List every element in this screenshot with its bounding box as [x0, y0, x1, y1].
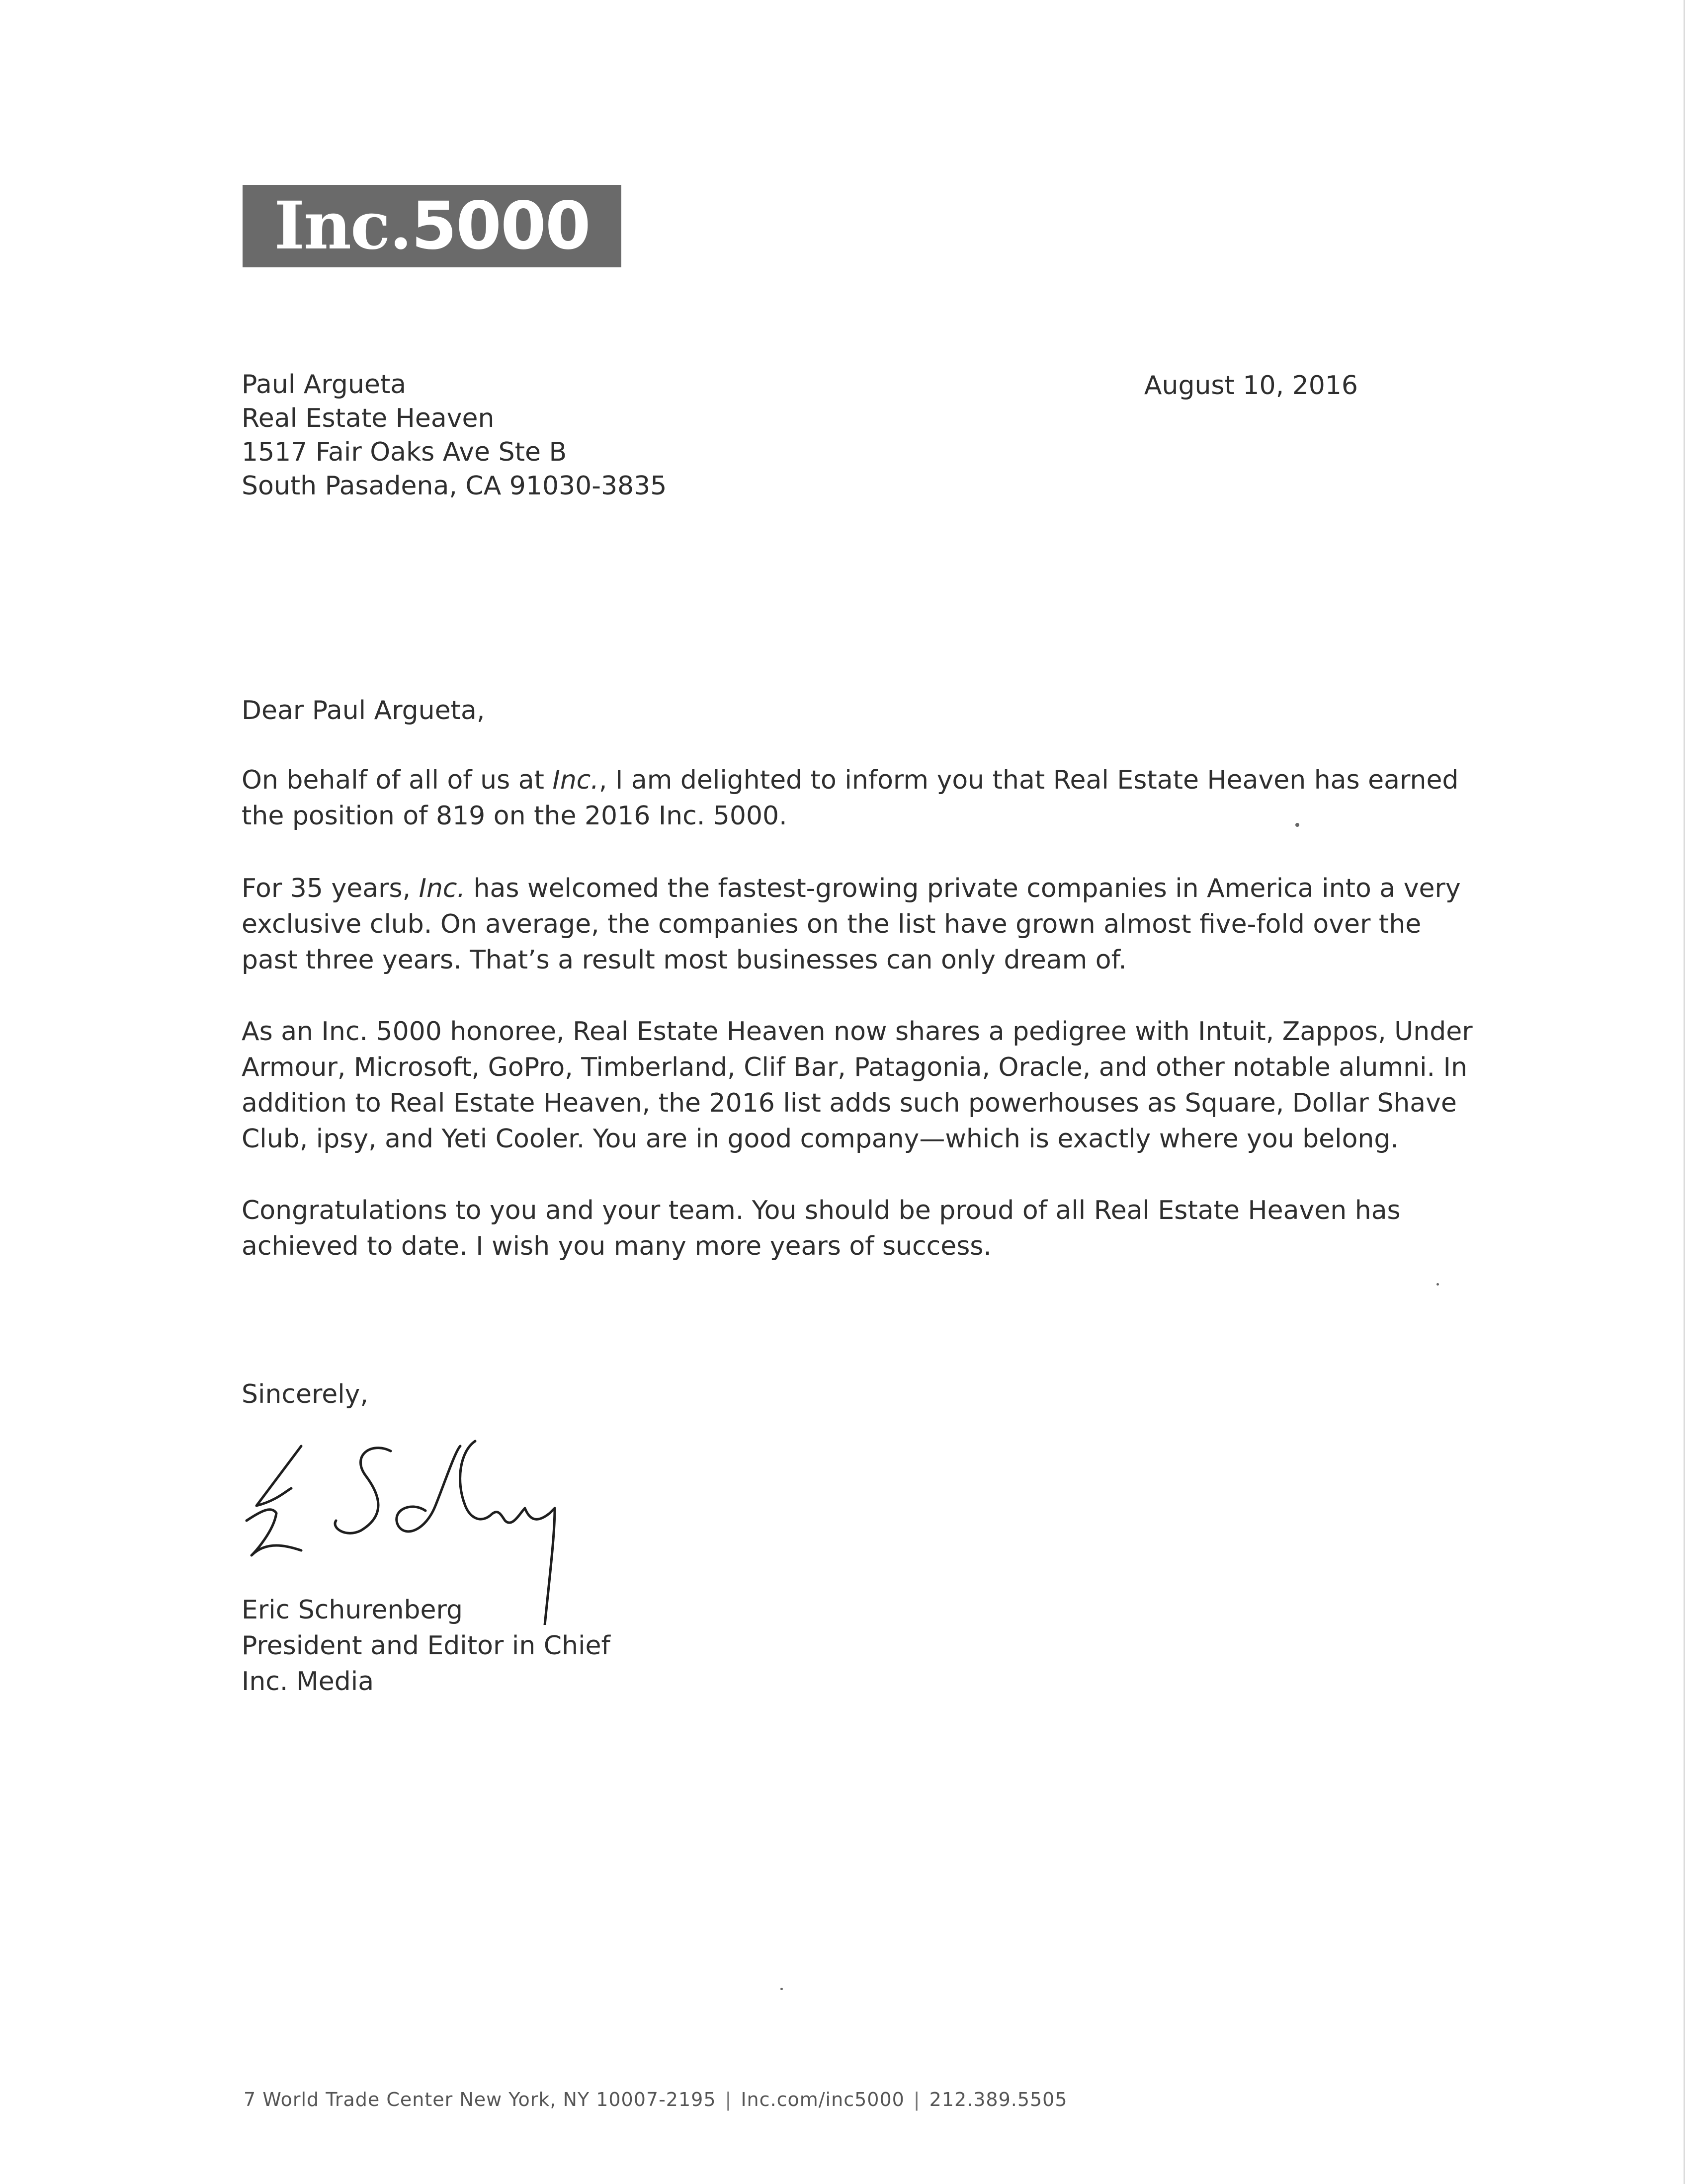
paragraph-line: Congratulations to you and your team. You should be proud of all Real Estate Heaven has	[242, 1196, 1401, 1225]
footer-address: 7 World Trade Center New York, NY 10007-2195	[244, 2089, 716, 2110]
scan-speck	[1295, 823, 1299, 827]
footer-website: Inc.com/inc5000	[741, 2089, 905, 2110]
recipient-name: Paul Argueta	[242, 370, 407, 400]
signer-block	[242, 1592, 610, 1699]
letterhead-footer	[244, 2087, 1068, 2112]
greeting	[242, 693, 485, 728]
publication-name: Inc.	[419, 874, 466, 903]
recipient-address	[242, 368, 667, 503]
paragraph-line: addition to Real Estate Heaven, the 2016 list adds such powerhouses as Square, Dollar Shave	[242, 1088, 1457, 1118]
letter-date: August 10, 2016	[1144, 371, 1358, 401]
footer-separator: |	[913, 2089, 921, 2110]
paragraph-line	[242, 762, 1458, 798]
logo-text	[274, 187, 590, 264]
recipient-company: Real Estate Heaven	[242, 404, 495, 433]
paragraph-line: exclusive club. On average, the companies on the list have grown almost five-fold over the	[242, 909, 1422, 939]
logo-brand: Inc.	[274, 187, 412, 264]
paragraph-line: Armour, Microsoft, GoPro, Timberland, Clif Bar, Patagonia, Oracle, and other notable alumni. In	[242, 1052, 1467, 1082]
paragraph-2	[242, 871, 1461, 978]
paragraph-line: As an Inc. 5000 honoree, Real Estate Heaven now shares a pedigree with Intuit, Zappos, Under	[242, 1017, 1473, 1047]
closing-line: Sincerely,	[242, 1379, 368, 1409]
text-run: On behalf of all of us at	[242, 765, 553, 795]
footer-phone: 212.389.5505	[929, 2089, 1068, 2110]
recipient-street: 1517 Fair Oaks Ave Ste B	[242, 437, 567, 467]
signer-org: Inc. Media	[242, 1667, 374, 1697]
paragraph-line: Club, ipsy, and Yeti Cooler. You are in good company—which is exactly where you belong.	[242, 1124, 1399, 1154]
closing	[242, 1376, 368, 1412]
paragraph-4	[242, 1193, 1401, 1264]
footer-separator: |	[725, 2089, 732, 2110]
text-run: , I am delighted to inform you that Real Estate Heaven has earned	[598, 765, 1459, 795]
paragraph-line: achieved to date. I wish you many more years of success.	[242, 1231, 992, 1261]
inc5000-logo	[243, 185, 621, 267]
greeting-line: Dear Paul Argueta,	[242, 696, 485, 726]
paragraph-line: past three years. That’s a result most businesses can only dream of.	[242, 945, 1127, 975]
paragraph-line: the position of 819 on the 2016 Inc. 5000.	[242, 801, 787, 831]
scan-speck	[1436, 1283, 1439, 1286]
signer-name: Eric Schurenberg	[242, 1595, 463, 1625]
scan-speck	[780, 1988, 783, 1990]
paragraph-3	[242, 1014, 1473, 1157]
signer-title: President and Editor in Chief	[242, 1631, 610, 1661]
text-run: has welcomed the fastest-growing private companies in America into a very	[465, 874, 1461, 903]
logo-number: 5000	[411, 188, 590, 264]
publication-name: Inc.	[552, 765, 599, 795]
recipient-city: South Pasadena, CA 91030-3835	[242, 471, 667, 501]
paragraph-line	[242, 871, 1461, 906]
paragraph-1	[242, 762, 1458, 834]
text-run: For 35 years,	[242, 874, 419, 903]
scan-edge	[1684, 0, 1685, 2184]
